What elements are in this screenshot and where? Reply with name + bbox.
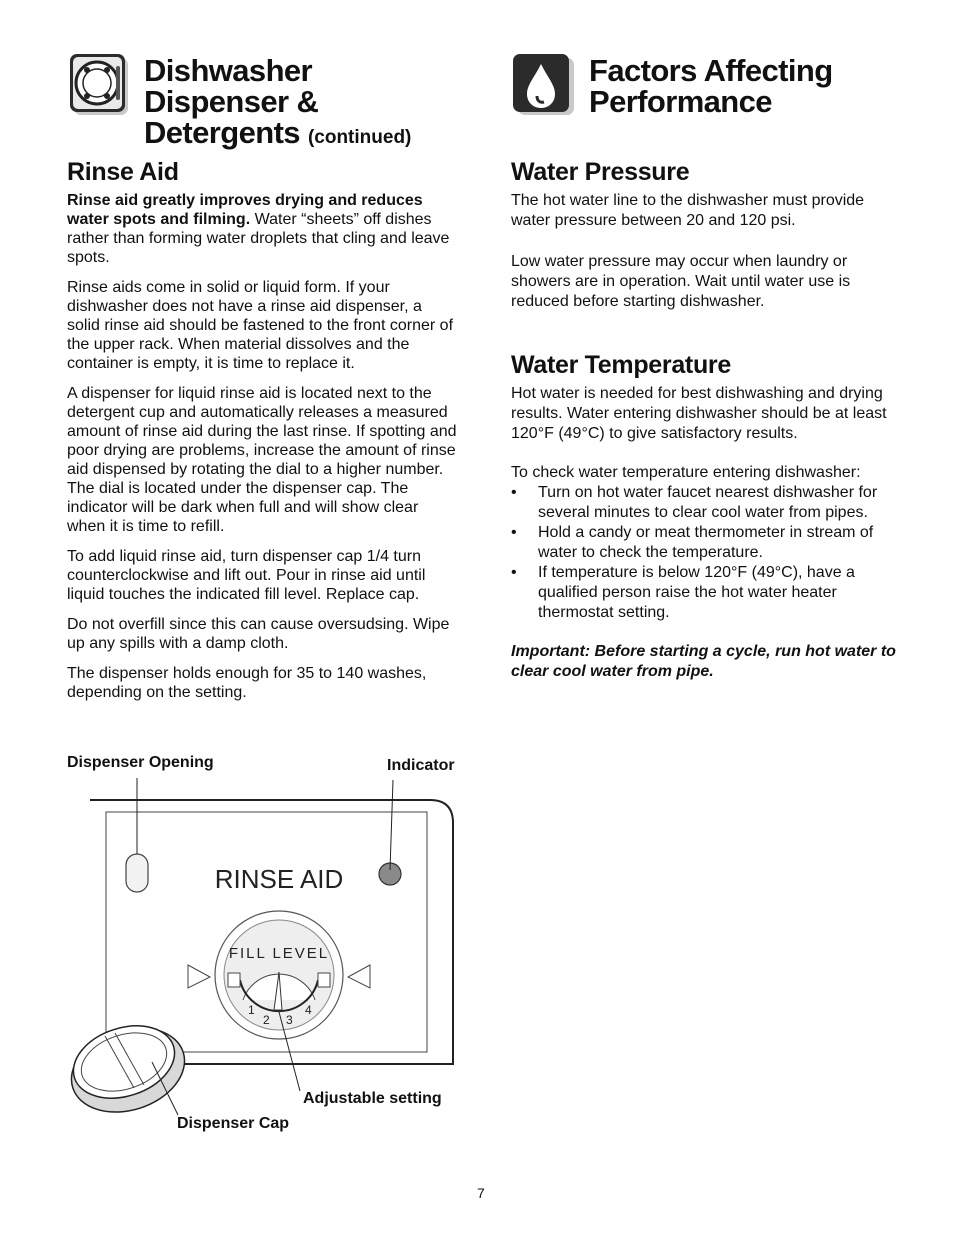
important-note: Important: Before starting a cycle, run hot water to clear cool water from pipe. [511, 643, 896, 680]
rinse-aid-paragraph-4: To add liquid rinse aid, turn dispenser cap 1/4 turn counterclockwise and lift out. Pour in rinse aid until liquid touches the indicated fill level. Replace cap. [67, 548, 426, 603]
dial-number-3: 3 [286, 1013, 293, 1027]
list-item-text: Hold a candy or meat thermometer in stream of water to check the temperature. [538, 524, 874, 561]
water-temperature-paragraph-2: To check water temperature entering dishwasher: [511, 464, 861, 481]
fill-level-dial [215, 911, 343, 1039]
water-pressure-paragraph-2: Low water pressure may occur when laundry or showers are in operation. Wait until water use is reduced before starting dishwasher. [511, 253, 851, 310]
rinse-aid-paragraph-5: Do not overfill since this can cause oversudsing. Wipe up any spills with a damp cloth. [67, 616, 450, 652]
page-number: 7 [477, 1185, 485, 1201]
list-item-text: Turn on hot water faucet nearest dishwasher for several minutes to clear cool water from pipes. [538, 484, 878, 521]
label-dispenser-opening: Dispenser Opening [67, 754, 214, 771]
rinse-aid-intro-rest: Water “sheets” off dishes rather than forming water droplets that cling and leave spots. [67, 211, 450, 266]
list-item [511, 563, 896, 623]
left-title [144, 55, 464, 153]
dial-fill-level-text: FILL LEVEL [228, 945, 330, 962]
label-dispenser-cap: Dispenser Cap [177, 1115, 290, 1132]
rinse-aid-intro [67, 191, 459, 267]
panel-text: RINSE AID [214, 864, 344, 894]
rinse-aid-section [67, 158, 459, 702]
title-suffix: (continued) [307, 127, 412, 148]
bullet-glyph: • [511, 564, 517, 581]
water-drop-icon [512, 52, 572, 116]
right-title-line-2: Performance [589, 84, 772, 119]
title-line-3: Detergents [144, 115, 300, 150]
temperature-check-list [511, 483, 896, 623]
rinse-aid-paragraph-3: A dispenser for liquid rinse aid is located next to the detergent cup and automatically releases a measured amount of rinse aid during the last rinse. If spotting and poor drying are problems, increase the amount of rinse aid dispensed by rotating the dial to a higher number. The dial is located under the dispenser cap. The indicator will be dark when full and will show clear when it is time to refill. [67, 385, 457, 535]
dial-number-2: 2 [263, 1013, 270, 1027]
dispenser-opening [126, 854, 148, 892]
water-pressure-paragraph-1: The hot water line to the dishwasher must provide water pressure between 20 and 120 psi. [511, 192, 865, 229]
rinse-aid-heading: Rinse Aid [67, 158, 179, 186]
dial-number-1: 1 [248, 1003, 255, 1017]
water-pressure-heading: Water Pressure [511, 158, 690, 186]
label-indicator: Indicator [387, 757, 455, 774]
dispenser-icon [69, 52, 129, 116]
rinse-aid-diagram [60, 770, 470, 1120]
dial-number-4: 4 [305, 1003, 312, 1017]
rinse-aid-intro-bold: Rinse aid greatly improves drying and reduces water spots and filming. [67, 192, 423, 228]
list-item [511, 523, 896, 563]
list-item [511, 483, 896, 523]
right-title-line-1: Factors Affecting [589, 53, 833, 88]
label-adjustable-setting: Adjustable setting [303, 1090, 442, 1107]
bullet-glyph: • [511, 524, 517, 541]
water-temperature-heading: Water Temperature [511, 351, 731, 379]
title-line-2: Dispenser & [144, 84, 319, 119]
bullet-glyph: • [511, 484, 517, 501]
right-title [589, 55, 909, 117]
water-temperature-section [511, 351, 896, 682]
list-item-text: If temperature is below 120°F (49°C), have a qualified person raise the hot water heater thermostat setting. [538, 564, 855, 621]
title-line-1: Dishwasher [144, 53, 313, 88]
water-pressure-section [511, 158, 896, 312]
water-temperature-paragraph-1: Hot water is needed for best dishwashing and drying results. Water entering dishwasher should be at least 120°F (49°C) to give satisfactory results. [511, 385, 887, 442]
rinse-aid-paragraph-2: Rinse aids come in solid or liquid form. If your dishwasher does not have a rinse aid dispenser, a solid rinse aid should be fastened to the front corner of the upper rack. When material dissolves and the container is empty, it is time to replace it. [67, 279, 454, 372]
rinse-aid-paragraph-6: The dispenser holds enough for 35 to 140 washes, depending on the setting. [67, 665, 427, 701]
